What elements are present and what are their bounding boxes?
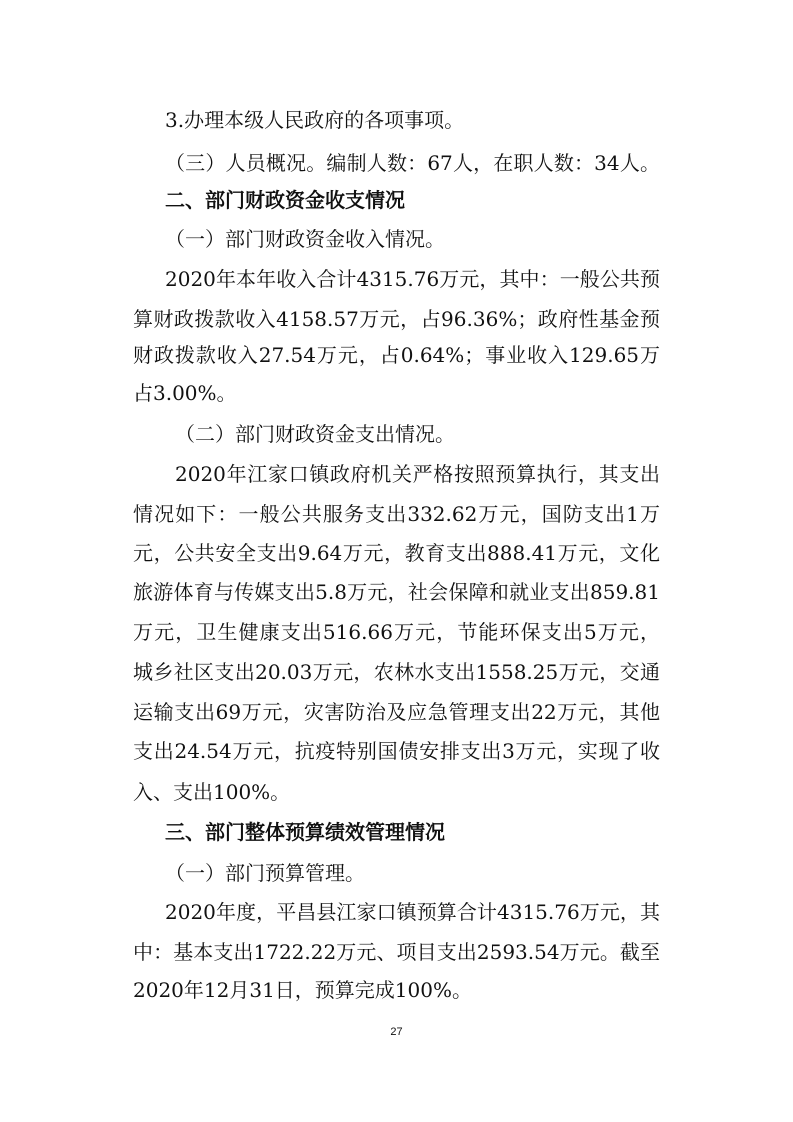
paragraph-line: 元，公共安全支出9.64万元，教育支出888.41万元，文化 [133,541,660,565]
paragraph-line: 2020年度，平昌县江家口镇预算合计4315.76万元，其 [165,900,660,924]
paragraph-line: 运输支出69万元，灾害防治及应急管理支出22万元，其他 [133,700,660,724]
paragraph-line: 旅游体育与传媒支出5.8万元，社会保障和就业支出859.81 [133,580,660,604]
section-heading: 二、部门财政资金收支情况 [165,188,405,212]
paragraph-line: 城乡社区支出20.03万元，农林水支出1558.25万元，交通 [133,660,660,684]
paragraph-line: 中：基本支出1722.22万元、项目支出2593.54万元。截至 [133,940,660,964]
subsection-heading: （一）部门财政资金收入情况。 [165,227,445,251]
paragraph-line: 支出24.54万元，抗疫特别国债安排支出3万元，实现了收 [133,739,660,763]
page-number: 27 [390,1026,403,1038]
staffing-paragraph: （三）人员概况。编制人数：67人，在职人数：34人。 [165,151,660,175]
paragraph-line: 算财政拨款收入4158.57万元，占96.36%；政府性基金预 [133,307,660,331]
paragraph-line: 万元，卫生健康支出516.66万元，节能环保支出5万元， [133,620,660,644]
paragraph-line: 占3.00%。 [133,381,237,405]
paragraph-line: 财政拨款收入27.54万元，占0.64%；事业收入129.65万 [133,343,660,367]
subsection-heading: （一）部门预算管理。 [165,861,365,885]
list-item: 3.办理本级人民政府的各项事项。 [165,108,465,132]
paragraph-line: 入、支出100%。 [133,780,291,804]
paragraph-line: 2020年江家口镇政府机关严格按照预算执行，其支出 [175,462,660,486]
subsection-heading: （二）部门财政资金支出情况。 [175,422,455,446]
paragraph-line: 情况如下：一般公共服务支出332.62万元，国防支出1万 [133,502,660,526]
section-heading: 三、部门整体预算绩效管理情况 [165,820,445,844]
paragraph-line: 2020年12月31日，预算完成100%。 [133,978,472,1002]
paragraph-line: 2020年本年收入合计4315.76万元，其中：一般公共预 [165,267,660,291]
